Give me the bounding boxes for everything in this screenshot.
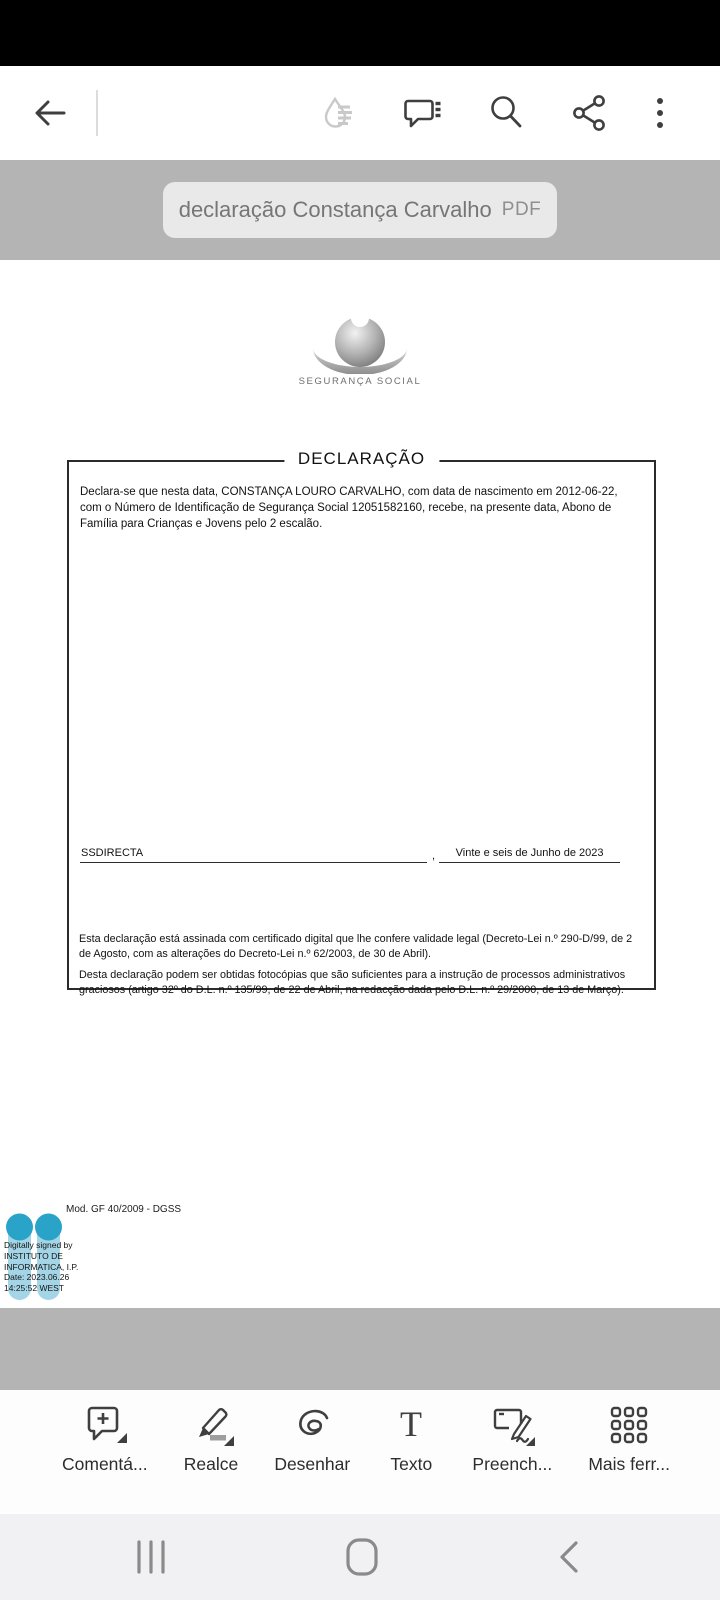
tool-fill-sign[interactable] — [472, 1400, 552, 1514]
back-nav-button[interactable] — [556, 1537, 582, 1577]
tool-more-tools[interactable] — [588, 1400, 670, 1514]
home-button[interactable] — [344, 1537, 380, 1577]
text-tool-icon — [386, 1400, 436, 1450]
back-arrow-icon — [31, 94, 69, 132]
tool-label: Preench... — [472, 1454, 553, 1474]
share-icon[interactable] — [570, 93, 610, 133]
back-button[interactable] — [30, 93, 70, 133]
signature-date-field: Vinte e seis de Junho de 2023 — [439, 847, 620, 863]
tool-label: Realce — [183, 1454, 239, 1474]
page-background-band — [0, 1308, 720, 1390]
logo-icon — [300, 312, 420, 374]
digital-signature-stamp — [3, 1212, 173, 1304]
logo-caption: SEGURANÇA SOCIAL — [298, 376, 422, 387]
app-toolbar — [0, 66, 720, 160]
svg-text:T: T — [400, 1404, 423, 1444]
declaration-box — [67, 449, 656, 996]
document-title-band — [0, 160, 720, 260]
signature-row — [80, 847, 612, 863]
back-chevron-icon — [556, 1537, 582, 1577]
annotation-toolbar — [0, 1390, 720, 1514]
system-nav-bar — [0, 1514, 720, 1600]
home-icon — [344, 1537, 380, 1577]
draw-squiggle-icon — [287, 1400, 337, 1450]
status-bar — [0, 0, 720, 66]
pdf-page[interactable] — [0, 260, 720, 1308]
declaration-body-text: Declara-se que nesta data, CONSTANÇA LOURO CARVALHO, com data de nascimento em 2012-06-22, com o Número de Identificação de Segurança Social 12051582160, recebe, na presente data, Abono de Família para Crianças e Jovens pelo 2 escalão. — [80, 486, 618, 530]
search-icon[interactable] — [486, 93, 526, 133]
more-tools-grid-icon — [604, 1400, 654, 1450]
declaration-heading: DECLARAÇÃO — [284, 449, 439, 469]
tool-label: Comentá... — [62, 1454, 148, 1474]
legal-note-1: Esta declaração está assinada com certificado digital que lhe confere validade legal (Decreto-Lei n.º 290-D/99, de 2 de Agosto, com as alterações do Decreto-Lei n.º 62/2003, de 30 de Abril). — [79, 933, 633, 960]
recent-apps-button[interactable] — [134, 1538, 168, 1576]
comment-icon[interactable] — [402, 93, 442, 133]
legal-note-2: Desta declaração podem ser obtidas fotocópias que são suficientes para a instrução de processos administrativos graciosos (artigo 32º do D.L. n.º 135/99, de 22 de Abril, na redacção dada pelo D.L. n.º 29/2000, de 13 de Março). — [79, 969, 626, 996]
document-title-pill[interactable] — [163, 182, 557, 238]
signature-separator: , — [432, 850, 436, 862]
comment-add-icon — [80, 1400, 130, 1450]
legal-notes — [79, 932, 646, 997]
fill-sign-icon — [487, 1400, 537, 1450]
tool-label: Mais ferr... — [588, 1454, 670, 1474]
overflow-menu-icon[interactable] — [654, 94, 666, 132]
stamp-text: Digitally signed by INSTITUTO DE INFORMATICA, I.P. Date: 2023.06.26 14:25:52 WEST — [4, 1240, 79, 1294]
toolbar-divider — [96, 90, 98, 136]
highlighter-icon — [186, 1400, 236, 1450]
tool-label: Texto — [390, 1454, 433, 1474]
liquid-mode-icon[interactable] — [320, 94, 358, 132]
tool-text[interactable] — [386, 1400, 436, 1514]
toolbar-icon-group — [320, 93, 720, 133]
form-reference: Mod. GF 40/2009 - DGSS — [66, 1204, 182, 1215]
tool-label: Desenhar — [274, 1454, 351, 1474]
tool-draw[interactable] — [274, 1400, 350, 1514]
tool-comment[interactable] — [62, 1400, 148, 1514]
document-name: declaração Constança Carvalho — [178, 197, 492, 222]
pdf-badge: PDF — [501, 199, 542, 220]
recents-icon — [134, 1538, 168, 1576]
tool-highlight[interactable] — [184, 1400, 238, 1514]
seguranca-social-logo — [0, 312, 720, 387]
signed-by-field: SSDIRECTA — [80, 847, 427, 863]
